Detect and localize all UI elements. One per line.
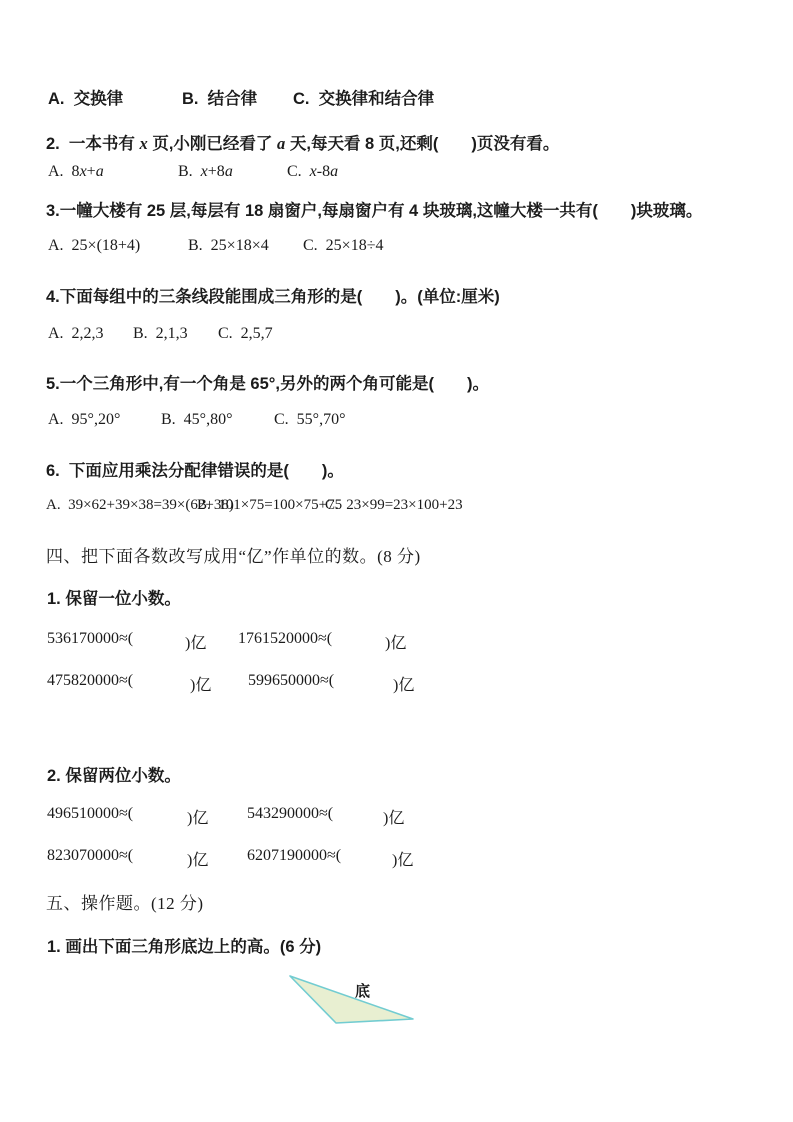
triangle-base-label: 底 bbox=[355, 983, 371, 1000]
q4-stem-text: 4.下面每组中的三条线段能围成三角形的是( )。(单位:厘米) bbox=[46, 288, 500, 306]
blank-answer-close: )亿 bbox=[187, 852, 209, 869]
section4-heading bbox=[0, 542, 793, 566]
number-expression: 823070000≈( bbox=[47, 847, 134, 864]
section4-sub1 bbox=[0, 585, 793, 609]
triangle-figure bbox=[270, 962, 430, 1032]
q1-option-b: B. 结合律 bbox=[182, 90, 258, 108]
q4-option-c: C. 2,5,7 bbox=[218, 325, 273, 342]
q2-option-a: A. 8x+a bbox=[48, 163, 104, 180]
q3-stem bbox=[0, 197, 793, 221]
number-expression: 1761520000≈( bbox=[238, 630, 333, 647]
q6-option-b: B. 101×75=100×75+75 bbox=[197, 497, 343, 513]
number-expression: 543290000≈( bbox=[247, 805, 334, 822]
q2-stem-text: 2. 一本书有 x 页,小刚已经看了 a 天,每天看 8 页,还剩( )页没有看。 bbox=[46, 134, 560, 153]
q1-option-a: A. 交换律 bbox=[48, 90, 124, 108]
number-expression: 496510000≈( bbox=[47, 805, 134, 822]
section4-group1-row2 bbox=[0, 672, 793, 696]
number-expression: 599650000≈( bbox=[248, 672, 335, 689]
blank-answer-close: )亿 bbox=[393, 677, 415, 694]
section5-sub1-text: 1. 画出下面三角形底边上的高。(6 分) bbox=[47, 938, 322, 956]
q2-option-b: B. x+8a bbox=[178, 163, 233, 180]
section4-sub1-text: 1. 保留一位小数。 bbox=[47, 590, 181, 608]
blank-answer-close: )亿 bbox=[190, 677, 212, 694]
q5-option-a: A. 95°,20° bbox=[48, 411, 121, 428]
blank-answer-close: )亿 bbox=[185, 635, 207, 652]
q6-option-c: C. 23×99=23×100+23 bbox=[325, 497, 463, 513]
q3-option-b: B. 25×18×4 bbox=[188, 237, 269, 254]
q4-options-row bbox=[0, 325, 793, 349]
q5-stem-text: 5.一个三角形中,有一个角是 65°,另外的两个角可能是( )。 bbox=[46, 375, 489, 393]
q6-stem bbox=[0, 457, 793, 481]
section4-heading-text: 四、把下面各数改写成用“亿”作单位的数。(8 分) bbox=[46, 547, 421, 566]
number-expression: 536170000≈( bbox=[47, 630, 134, 647]
q6-option-a: A. 39×62+39×38=39×(62+38) bbox=[46, 497, 234, 513]
q3-option-a: A. 25×(18+4) bbox=[48, 237, 141, 254]
section4-sub2 bbox=[0, 762, 793, 786]
q2-option-c: C. x-8a bbox=[287, 163, 339, 180]
section4-sub2-text: 2. 保留两位小数。 bbox=[47, 767, 181, 785]
section4-group1-row1 bbox=[0, 630, 793, 654]
q6-options-row bbox=[0, 497, 793, 521]
q5-option-b: B. 45°,80° bbox=[161, 411, 233, 428]
q5-stem bbox=[0, 370, 793, 394]
number-expression: 475820000≈( bbox=[47, 672, 134, 689]
triangle-shape bbox=[290, 976, 413, 1023]
blank-answer-close: )亿 bbox=[392, 852, 414, 869]
section4-group2-row1 bbox=[0, 805, 793, 829]
q1-option-c: C. 交换律和结合律 bbox=[293, 90, 435, 108]
section5-heading bbox=[0, 889, 793, 913]
q4-option-b: B. 2,1,3 bbox=[133, 325, 188, 342]
q2-stem bbox=[0, 130, 793, 154]
q2-options-row bbox=[0, 163, 793, 187]
q4-stem bbox=[0, 283, 793, 307]
section5-heading-text: 五、操作题。(12 分) bbox=[46, 894, 204, 913]
q3-option-c: C. 25×18÷4 bbox=[303, 237, 384, 254]
blank-answer-close: )亿 bbox=[385, 635, 407, 652]
q1-options-row bbox=[0, 0, 793, 108]
number-expression: 6207190000≈( bbox=[247, 847, 342, 864]
section4-group2-row2 bbox=[0, 847, 793, 871]
q5-options-row bbox=[0, 411, 793, 435]
q3-options-row bbox=[0, 237, 793, 261]
q3-stem-text: 3.一幢大楼有 25 层,每层有 18 扇窗户,每扇窗户有 4 块玻璃,这幢大楼一共有( )块玻璃。 bbox=[46, 202, 703, 220]
q4-option-a: A. 2,2,3 bbox=[48, 325, 104, 342]
q6-stem-text: 6. 下面应用乘法分配律错误的是( )。 bbox=[46, 462, 344, 480]
q5-option-c: C. 55°,70° bbox=[274, 411, 346, 428]
blank-answer-close: )亿 bbox=[383, 810, 405, 827]
blank-answer-close: )亿 bbox=[187, 810, 209, 827]
section5-sub1 bbox=[0, 933, 793, 957]
